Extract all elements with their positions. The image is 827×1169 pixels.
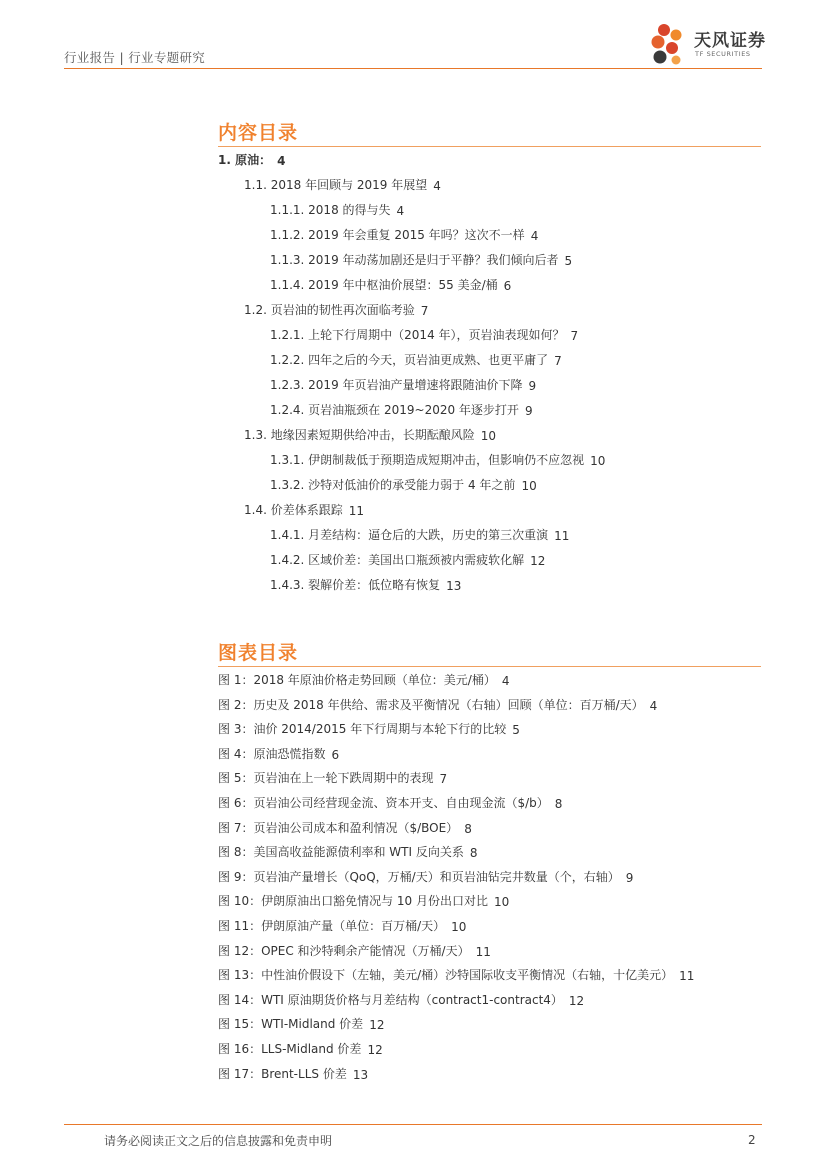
entry-page: 12 bbox=[530, 554, 546, 568]
entry-page: 13 bbox=[352, 1067, 369, 1082]
entry-page: 12 bbox=[568, 993, 585, 1008]
footer-disclaimer: 请务必阅读正文之后的信息披露和免责申明 bbox=[104, 1134, 333, 1148]
logo-flower-icon bbox=[650, 22, 694, 68]
entry-page: 11 bbox=[475, 944, 491, 959]
entry-page: 4 bbox=[649, 698, 658, 713]
entry-title: 1.4. 价差体系跟踪 bbox=[244, 503, 343, 517]
entry-title: 图 2：历史及 2018 年供给、需求及平衡情况（右轴）回顾（单位：百万桶/天） bbox=[218, 697, 644, 712]
entry-page: 10 bbox=[590, 454, 606, 468]
entry-title: 图 12：OPEC 和沙特剩余产能情况（万桶/天） bbox=[218, 943, 470, 958]
entry-title: 1.4.2. 区域价差：美国出口瓶颈被内需疲软化解 bbox=[270, 553, 525, 567]
entry-title: 1.4.1. 月差结构：逼仓后的大跌，历史的第三次重演 bbox=[270, 528, 549, 542]
entry-title: 1.2.3. 2019 年页岩油产量增速将跟随油价下降 bbox=[270, 378, 523, 392]
entry-page: 11 bbox=[554, 529, 570, 543]
page-number: 2 bbox=[748, 1133, 756, 1147]
entry-title: 图 16：LLS-Midland 价差 bbox=[218, 1042, 362, 1056]
entry-page: 4 bbox=[501, 674, 510, 688]
entry-page: 10 bbox=[480, 429, 496, 443]
toc-title-rule bbox=[218, 146, 761, 147]
figures-title: 图表目录 bbox=[218, 642, 299, 664]
entry-title: 图 11：伊朗原油产量（单位：百万桶/天） bbox=[218, 919, 446, 933]
entry-page: 7 bbox=[570, 329, 579, 343]
entry-title: 1.2.4. 页岩油瓶颈在 2019~2020 年逐步打开 bbox=[270, 403, 519, 417]
header-category: 行业报告 | 行业专题研究 bbox=[64, 50, 206, 65]
entry-page: 8 bbox=[464, 821, 472, 836]
entry-title: 图 15：WTI-Midland 价差 bbox=[218, 1017, 364, 1032]
logo-text-cn: 天风证券 bbox=[694, 31, 766, 51]
entry-page: 10 bbox=[521, 479, 537, 493]
entry-title: 图 4：原油恐慌指数 bbox=[218, 746, 326, 761]
entry-title: 图 14：WTI 原油期货价格与月差结构（contract1-contract4） bbox=[218, 992, 563, 1007]
entry-page: 8 bbox=[469, 846, 478, 861]
entry-page: 8 bbox=[554, 797, 563, 811]
entry-title: 1.1.2. 2019 年会重复 2015 年吗？这次不一样 bbox=[270, 228, 525, 242]
entry-title: 1.1. 2018 年回顾与 2019 年展望 bbox=[244, 178, 428, 192]
entry-page: 11 bbox=[679, 969, 695, 984]
entry-page: 10 bbox=[493, 895, 510, 910]
footer-rule bbox=[64, 1124, 762, 1125]
entry-title: 图 7：页岩油公司成本和盈利情况（$/BOE） bbox=[218, 820, 459, 835]
entry-title: 1.2.1. 上轮下行周期中（2014 年），页岩油表现如何？ bbox=[270, 328, 565, 342]
entry-title: 图 9：页岩油产量增长（QoQ，万桶/天）和页岩油钻完井数量（个，右轴） bbox=[218, 869, 620, 884]
header-rule bbox=[64, 68, 762, 69]
entry-title: 1.1.4. 2019 年中枢油价展望：55 美金/桶 bbox=[270, 278, 498, 292]
entry-page: 6 bbox=[503, 279, 512, 293]
entry-page: 12 bbox=[369, 1018, 385, 1033]
entry-title: 1.3.1. 伊朗制裁低于预期造成短期冲击，但影响仍不应忽视 bbox=[270, 453, 585, 467]
entry-page: 5 bbox=[512, 723, 520, 738]
entry-title: 1.4.3. 裂解价差：低位略有恢复 bbox=[270, 578, 441, 592]
entry-title: 1. 原油： bbox=[218, 153, 272, 167]
entry-page: 12 bbox=[367, 1043, 383, 1057]
entry-page: 9 bbox=[625, 870, 634, 885]
entry-page: 5 bbox=[564, 254, 573, 268]
entry-page: 11 bbox=[348, 504, 364, 518]
entry-page: 9 bbox=[524, 404, 533, 418]
toc-title: 内容目录 bbox=[218, 122, 299, 144]
entry-page: 4 bbox=[396, 204, 405, 218]
entry-page: 13 bbox=[446, 579, 462, 593]
entry-title: 图 8：美国高收益能源债利率和 WTI 反向关系 bbox=[218, 845, 464, 860]
entry-title: 图 10：伊朗原油出口豁免情况与 10 月份出口对比 bbox=[218, 894, 488, 909]
entry-title: 图 5：页岩油在上一轮下跌周期中的表现 bbox=[218, 771, 434, 786]
entry-title: 1.1.3. 2019 年动荡加剧还是归于平静？我们倾向后者 bbox=[270, 253, 559, 267]
entry-title: 1.3.2. 沙特对低油价的承受能力弱于 4 年之前 bbox=[270, 478, 516, 492]
entry-title: 1.3. 地缘因素短期供给冲击，长期酝酿风险 bbox=[244, 428, 475, 442]
entry-page: 9 bbox=[528, 379, 537, 393]
entry-title: 1.2.2. 四年之后的今天，页岩油更成熟、也更平庸了 bbox=[270, 353, 549, 367]
entry-title: 1.1.1. 2018 的得与失 bbox=[270, 203, 391, 217]
entry-title: 图 13：中性油价假设下（左轴，美元/桶）沙特国际收支平衡情况（右轴，十亿美元） bbox=[218, 968, 674, 983]
entry-page: 7 bbox=[439, 772, 448, 787]
entry-title: 图 6：页岩油公司经营现金流、资本开支、自由现金流（$/b） bbox=[218, 796, 549, 810]
entry-page: 7 bbox=[554, 354, 562, 368]
logo bbox=[650, 22, 770, 68]
entry-title: 图 3：油价 2014/2015 年下行周期与本轮下行的比较 bbox=[218, 722, 507, 737]
logo-text-en: TF SECURITIES bbox=[695, 50, 751, 58]
entry-page: 7 bbox=[420, 304, 429, 318]
entry-page: 6 bbox=[331, 747, 340, 762]
entry-title: 1.2. 页岩油的韧性再次面临考验 bbox=[244, 303, 415, 317]
entry-page: 4 bbox=[530, 229, 539, 243]
entry-page: 4 bbox=[433, 179, 441, 193]
entry-title: 图 17：Brent-LLS 价差 bbox=[218, 1066, 347, 1081]
figures-title-rule bbox=[218, 666, 761, 667]
entry-page: 4 bbox=[277, 154, 286, 168]
entry-page: 10 bbox=[451, 920, 467, 934]
entry-title: 图 1：2018 年原油价格走势回顾（单位：美元/桶） bbox=[218, 673, 496, 687]
